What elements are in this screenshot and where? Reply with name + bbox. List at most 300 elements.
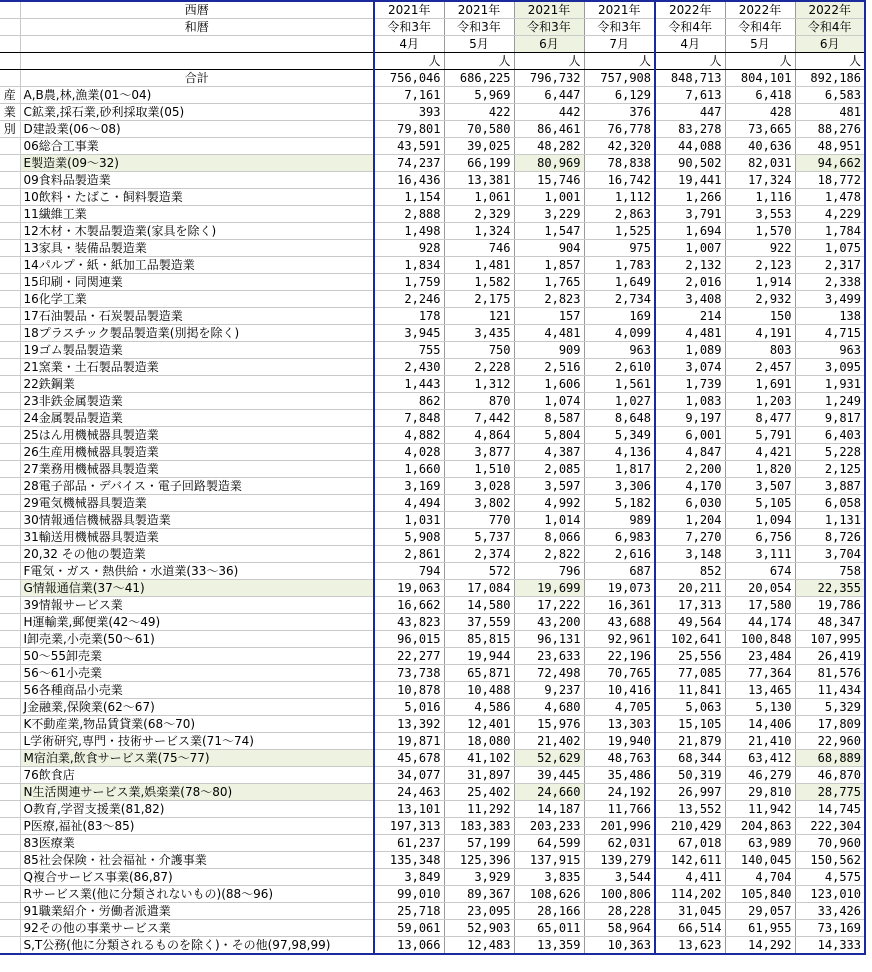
- total-value: 804,101: [725, 70, 795, 87]
- row-value: 1,931: [795, 376, 865, 393]
- table-row: [0, 852, 865, 869]
- row-value: 94,662: [795, 155, 865, 172]
- table-row: [0, 240, 865, 257]
- row-value: 4,191: [725, 325, 795, 342]
- table-row: [0, 648, 865, 665]
- row-value: 15,976: [514, 716, 584, 733]
- row-value: 6,983: [584, 529, 655, 546]
- row-label: K不動産業,物品賃貸業(68～70): [20, 716, 374, 733]
- row-value: 68,344: [655, 750, 725, 767]
- row-label: Rサービス業(他に分類されないもの)(88～96): [20, 886, 374, 903]
- row-value: 750: [444, 342, 514, 359]
- table-row: [0, 291, 865, 308]
- row-value: 22,355: [795, 580, 865, 597]
- row-value: 11,434: [795, 682, 865, 699]
- row-value: 8,648: [584, 410, 655, 427]
- row-value: 2,329: [444, 206, 514, 223]
- row-value: 222,304: [795, 818, 865, 835]
- row-value: 1,478: [795, 189, 865, 206]
- year-header: 2021年: [584, 1, 655, 19]
- year-header: 2021年: [514, 1, 584, 19]
- row-value: 1,027: [584, 393, 655, 410]
- row-label: 21窯業・土石製品製造業: [20, 359, 374, 376]
- row-value: 140,045: [725, 852, 795, 869]
- row-value: 16,742: [584, 172, 655, 189]
- row-value: 150: [725, 308, 795, 325]
- row-value: 1,547: [514, 223, 584, 240]
- row-value: 3,111: [725, 546, 795, 563]
- row-value: 31,897: [444, 767, 514, 784]
- row-value: 5,228: [795, 444, 865, 461]
- row-value: 21,410: [725, 733, 795, 750]
- row-value: 13,623: [655, 937, 725, 955]
- row-value: 150,562: [795, 852, 865, 869]
- row-value: 19,441: [655, 172, 725, 189]
- month-header: 6月: [795, 36, 865, 53]
- row-value: 46,279: [725, 767, 795, 784]
- corner-cell: [0, 70, 20, 87]
- row-value: 22,960: [795, 733, 865, 750]
- row-value: 11,292: [444, 801, 514, 818]
- row-value: 63,412: [725, 750, 795, 767]
- row-label: 13家具・装備品製造業: [20, 240, 374, 257]
- row-label: 18プラスチック製品製造業(別掲を除く): [20, 325, 374, 342]
- table-row: [0, 597, 865, 614]
- row-value: 1,094: [725, 512, 795, 529]
- row-value: 5,063: [655, 699, 725, 716]
- row-value: 422: [444, 104, 514, 121]
- row-value: 4,715: [795, 325, 865, 342]
- row-value: 16,361: [584, 597, 655, 614]
- row-label: 26生産用機械器具製造業: [20, 444, 374, 461]
- row-value: 2,123: [725, 257, 795, 274]
- row-label: 22鉄鋼業: [20, 376, 374, 393]
- row-value: 85,815: [444, 631, 514, 648]
- table-row: [0, 546, 865, 563]
- row-value: 17,324: [725, 172, 795, 189]
- side-cell: [0, 206, 20, 223]
- table-row: [0, 512, 865, 529]
- year-header: 2021年: [374, 1, 444, 19]
- row-value: 1,759: [374, 274, 444, 291]
- side-cell: [0, 614, 20, 631]
- total-value: 756,046: [374, 70, 444, 87]
- row-label: 15印刷・同関連業: [20, 274, 374, 291]
- row-value: 58,964: [584, 920, 655, 937]
- row-value: 19,871: [374, 733, 444, 750]
- row-value: 1,739: [655, 376, 725, 393]
- row-value: 8,726: [795, 529, 865, 546]
- row-value: 4,481: [655, 325, 725, 342]
- row-value: 49,564: [655, 614, 725, 631]
- row-value: 1,443: [374, 376, 444, 393]
- row-label: M宿泊業,飲食サービス業(75～77): [20, 750, 374, 767]
- row-value: 19,073: [584, 580, 655, 597]
- row-value: 201,996: [584, 818, 655, 835]
- month-header: 5月: [725, 36, 795, 53]
- table-row: [0, 461, 865, 478]
- row-value: 23,095: [444, 903, 514, 920]
- total-row: [0, 70, 865, 87]
- row-value: 83,278: [655, 121, 725, 138]
- year-header: 2022年: [725, 1, 795, 19]
- row-value: 26,419: [795, 648, 865, 665]
- row-value: 73,738: [374, 665, 444, 682]
- row-value: 66,199: [444, 155, 514, 172]
- row-value: 1,691: [725, 376, 795, 393]
- row-value: 48,282: [514, 138, 584, 155]
- row-value: 3,849: [374, 869, 444, 886]
- row-value: 803: [725, 342, 795, 359]
- row-value: 4,481: [514, 325, 584, 342]
- row-value: 8,587: [514, 410, 584, 427]
- row-value: 3,435: [444, 325, 514, 342]
- row-value: 1,606: [514, 376, 584, 393]
- row-value: 23,633: [514, 648, 584, 665]
- row-label: 12木材・木製品製造業(家具を除く): [20, 223, 374, 240]
- row-value: 25,718: [374, 903, 444, 920]
- row-value: 64,599: [514, 835, 584, 852]
- row-value: 2,430: [374, 359, 444, 376]
- side-cell: [0, 699, 20, 716]
- row-label: 91職業紹介・労働者派遣業: [20, 903, 374, 920]
- side-cell: [0, 427, 20, 444]
- side-cell: [0, 733, 20, 750]
- blank-cell: [20, 36, 374, 53]
- table-row: [0, 580, 865, 597]
- row-value: 13,392: [374, 716, 444, 733]
- row-value: 1,834: [374, 257, 444, 274]
- month-header: 4月: [374, 36, 444, 53]
- table-row: [0, 563, 865, 580]
- side-cell: [0, 274, 20, 291]
- row-value: 13,465: [725, 682, 795, 699]
- row-value: 4,575: [795, 869, 865, 886]
- wareki-label: 和暦: [20, 19, 374, 36]
- row-label: 31輸送用機械器具製造業: [20, 529, 374, 546]
- row-value: 975: [584, 240, 655, 257]
- row-value: 92,961: [584, 631, 655, 648]
- side-cell: [0, 903, 20, 920]
- row-value: 43,200: [514, 614, 584, 631]
- row-value: 1,061: [444, 189, 514, 206]
- row-label: N生活関連サービス業,娯楽業(78～80): [20, 784, 374, 801]
- row-value: 4,099: [584, 325, 655, 342]
- row-label: 06総合工事業: [20, 138, 374, 155]
- era-header: 令和3年: [444, 19, 514, 36]
- row-value: 77,085: [655, 665, 725, 682]
- row-value: 1,112: [584, 189, 655, 206]
- row-value: 3,704: [795, 546, 865, 563]
- row-value: 17,580: [725, 597, 795, 614]
- table-row: [0, 87, 865, 104]
- unit-label: 人: [584, 53, 655, 70]
- row-value: 1,660: [374, 461, 444, 478]
- total-value: 848,713: [655, 70, 725, 87]
- row-value: 2,516: [514, 359, 584, 376]
- row-value: 5,182: [584, 495, 655, 512]
- row-value: 1,116: [725, 189, 795, 206]
- row-value: 770: [444, 512, 514, 529]
- row-label: S,T公務(他に分類されるものを除く)・その他(97,98,99): [20, 937, 374, 955]
- row-value: 393: [374, 104, 444, 121]
- row-value: 2,125: [795, 461, 865, 478]
- corner-cell: [0, 19, 20, 36]
- table-row: [0, 716, 865, 733]
- side-cell: [0, 410, 20, 427]
- side-cell: [0, 444, 20, 461]
- row-value: 33,426: [795, 903, 865, 920]
- row-value: 4,586: [444, 699, 514, 716]
- table-row: [0, 308, 865, 325]
- row-value: 1,570: [725, 223, 795, 240]
- year-header: 2021年: [444, 1, 514, 19]
- corner-cell: [0, 1, 20, 19]
- row-value: 1,820: [725, 461, 795, 478]
- row-label: 20,32 その他の製造業: [20, 546, 374, 563]
- row-value: 1,249: [795, 393, 865, 410]
- side-cell: [0, 784, 20, 801]
- row-value: 96,015: [374, 631, 444, 648]
- row-value: 4,170: [655, 478, 725, 495]
- table-row: [0, 699, 865, 716]
- row-value: 43,591: [374, 138, 444, 155]
- row-value: 6,403: [795, 427, 865, 444]
- row-label: 16化学工業: [20, 291, 374, 308]
- header-row-era: [0, 19, 865, 36]
- side-cell: [0, 920, 20, 937]
- row-value: 102,641: [655, 631, 725, 648]
- row-value: 14,406: [725, 716, 795, 733]
- side-cell: [0, 563, 20, 580]
- row-value: 3,945: [374, 325, 444, 342]
- row-value: 67,018: [655, 835, 725, 852]
- month-header: 4月: [655, 36, 725, 53]
- row-value: 3,028: [444, 478, 514, 495]
- side-cell: [0, 308, 20, 325]
- row-value: 6,030: [655, 495, 725, 512]
- row-value: 48,951: [795, 138, 865, 155]
- row-value: 21,402: [514, 733, 584, 750]
- month-header: 6月: [514, 36, 584, 53]
- row-value: 13,359: [514, 937, 584, 955]
- row-value: 11,766: [584, 801, 655, 818]
- row-value: 45,678: [374, 750, 444, 767]
- row-value: 74,237: [374, 155, 444, 172]
- row-value: 107,995: [795, 631, 865, 648]
- row-value: 5,016: [374, 699, 444, 716]
- row-value: 137,915: [514, 852, 584, 869]
- side-cell: [0, 750, 20, 767]
- row-value: 572: [444, 563, 514, 580]
- row-value: 96,131: [514, 631, 584, 648]
- row-value: 13,381: [444, 172, 514, 189]
- row-value: 963: [795, 342, 865, 359]
- row-value: 3,835: [514, 869, 584, 886]
- side-cell: [0, 138, 20, 155]
- row-value: 3,306: [584, 478, 655, 495]
- row-value: 29,057: [725, 903, 795, 920]
- table-row: [0, 342, 865, 359]
- row-value: 909: [514, 342, 584, 359]
- row-value: 14,187: [514, 801, 584, 818]
- side-cell: [0, 478, 20, 495]
- row-value: 17,313: [655, 597, 725, 614]
- row-label: 30情報通信機械器具製造業: [20, 512, 374, 529]
- table-row: [0, 529, 865, 546]
- table-row: [0, 682, 865, 699]
- row-value: 21,879: [655, 733, 725, 750]
- row-label: 85社会保険・社会福祉・介護事業: [20, 852, 374, 869]
- row-value: 43,823: [374, 614, 444, 631]
- row-label: 17石油製品・石炭製品製造業: [20, 308, 374, 325]
- side-cell: [0, 818, 20, 835]
- row-value: 2,932: [725, 291, 795, 308]
- row-value: 1,075: [795, 240, 865, 257]
- row-value: 24,463: [374, 784, 444, 801]
- row-value: 4,028: [374, 444, 444, 461]
- table-row: [0, 869, 865, 886]
- row-value: 3,887: [795, 478, 865, 495]
- row-value: 9,817: [795, 410, 865, 427]
- row-value: 11,841: [655, 682, 725, 699]
- side-cell: [0, 801, 20, 818]
- table-row: [0, 903, 865, 920]
- side-cell: [0, 597, 20, 614]
- row-value: 4,992: [514, 495, 584, 512]
- table-row: [0, 325, 865, 342]
- row-value: 34,077: [374, 767, 444, 784]
- row-value: 25,402: [444, 784, 514, 801]
- blank-cell: [20, 53, 374, 70]
- row-value: 1,765: [514, 274, 584, 291]
- row-value: 90,502: [655, 155, 725, 172]
- table-row: [0, 835, 865, 852]
- row-value: 5,349: [584, 427, 655, 444]
- row-value: 204,863: [725, 818, 795, 835]
- row-label: 56～61小売業: [20, 665, 374, 682]
- row-value: 1,001: [514, 189, 584, 206]
- row-label: 25はん用機械器具製造業: [20, 427, 374, 444]
- row-value: 2,863: [584, 206, 655, 223]
- row-value: 2,610: [584, 359, 655, 376]
- month-header: 7月: [584, 36, 655, 53]
- row-value: 28,775: [795, 784, 865, 801]
- row-value: 22,277: [374, 648, 444, 665]
- row-value: 1,481: [444, 257, 514, 274]
- row-value: 1,014: [514, 512, 584, 529]
- row-value: 1,783: [584, 257, 655, 274]
- side-label: 別: [0, 121, 20, 138]
- side-cell: [0, 580, 20, 597]
- row-value: 15,105: [655, 716, 725, 733]
- row-value: 9,237: [514, 682, 584, 699]
- row-label: 83医療業: [20, 835, 374, 852]
- row-value: 922: [725, 240, 795, 257]
- row-value: 3,499: [795, 291, 865, 308]
- row-value: 2,228: [444, 359, 514, 376]
- table-row: [0, 359, 865, 376]
- table-row: [0, 172, 865, 189]
- row-value: 1,131: [795, 512, 865, 529]
- side-cell: [0, 172, 20, 189]
- row-value: 5,105: [725, 495, 795, 512]
- row-label: P医療,福祉(83～85): [20, 818, 374, 835]
- side-cell: [0, 852, 20, 869]
- row-value: 1,204: [655, 512, 725, 529]
- table-row: [0, 767, 865, 784]
- row-value: 13,101: [374, 801, 444, 818]
- table-row: [0, 427, 865, 444]
- row-value: 169: [584, 308, 655, 325]
- row-value: 23,484: [725, 648, 795, 665]
- row-value: 9,197: [655, 410, 725, 427]
- table-row: [0, 223, 865, 240]
- row-value: 37,559: [444, 614, 514, 631]
- row-value: 44,174: [725, 614, 795, 631]
- row-value: 11,942: [725, 801, 795, 818]
- row-value: 758: [795, 563, 865, 580]
- table-row: [0, 920, 865, 937]
- row-value: 1,312: [444, 376, 514, 393]
- table-row: [0, 937, 865, 955]
- side-cell: [0, 767, 20, 784]
- row-value: 108,626: [514, 886, 584, 903]
- row-label: 50～55卸売業: [20, 648, 374, 665]
- row-value: 63,989: [725, 835, 795, 852]
- row-value: 142,611: [655, 852, 725, 869]
- row-value: 7,442: [444, 410, 514, 427]
- row-value: 18,772: [795, 172, 865, 189]
- row-value: 1,561: [584, 376, 655, 393]
- row-label: E製造業(09～32): [20, 155, 374, 172]
- row-value: 3,169: [374, 478, 444, 495]
- row-value: 376: [584, 104, 655, 121]
- row-value: 197,313: [374, 818, 444, 835]
- table-row: [0, 121, 865, 138]
- row-value: 88,276: [795, 121, 865, 138]
- row-value: 79,801: [374, 121, 444, 138]
- side-cell: [0, 155, 20, 172]
- row-value: 52,903: [444, 920, 514, 937]
- table-row: [0, 206, 865, 223]
- row-value: 10,363: [584, 937, 655, 955]
- row-label: G情報通信業(37～41): [20, 580, 374, 597]
- row-value: 39,025: [444, 138, 514, 155]
- table-row: [0, 393, 865, 410]
- row-value: 1,914: [725, 274, 795, 291]
- row-value: 3,877: [444, 444, 514, 461]
- row-value: 8,066: [514, 529, 584, 546]
- row-value: 963: [584, 342, 655, 359]
- row-value: 4,680: [514, 699, 584, 716]
- row-value: 2,200: [655, 461, 725, 478]
- row-value: 794: [374, 563, 444, 580]
- row-value: 10,488: [444, 682, 514, 699]
- row-value: 26,997: [655, 784, 725, 801]
- row-label: 09食料品製造業: [20, 172, 374, 189]
- row-value: 4,494: [374, 495, 444, 512]
- row-value: 862: [374, 393, 444, 410]
- row-value: 125,396: [444, 852, 514, 869]
- table-row: [0, 410, 865, 427]
- total-value: 796,732: [514, 70, 584, 87]
- era-header: 令和4年: [795, 19, 865, 36]
- row-value: 1,582: [444, 274, 514, 291]
- table-row: [0, 750, 865, 767]
- row-value: 4,387: [514, 444, 584, 461]
- row-value: 3,597: [514, 478, 584, 495]
